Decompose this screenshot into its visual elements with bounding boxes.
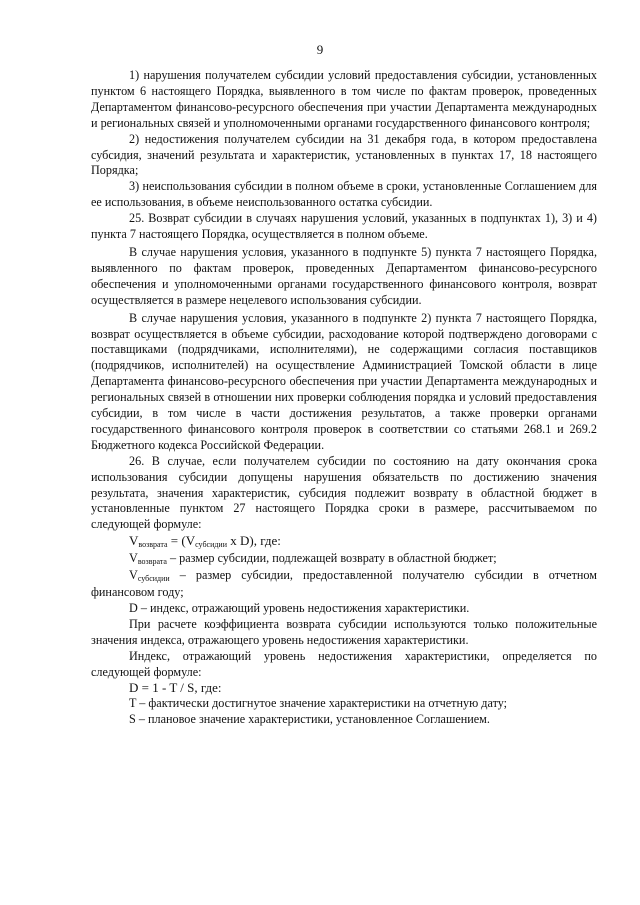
paragraph: S – плановое значение характеристики, установленное Соглашением. bbox=[129, 712, 490, 727]
paragraph: В случае нарушения условия, указанного в подпункте 2) пункта 7 настоящего Порядка, возврат осуществляется в объеме субсидии, расходование которой подтверждено договорами с поставщиками (подрядчиками, исполнителями), не содержащими согласия поставщиков (подрядчиков, исполнителей) на осуществление Администрацией Томской области в лице Департамента финансово-ресурсного обеспечения при участии Департамента международных и региональных связей в отношении них проверки соблюдения порядка и условий предоставления субсидии, в том числе в части достижения результатов, а также проверки органами государственного финансового контроля проверок в соответствии со статьями 268.1 и 269.2 Бюджетного кодекса Российской Федерации. bbox=[91, 310, 597, 452]
paragraph: D – индекс, отражающий уровень недостижения характеристики. bbox=[129, 600, 470, 615]
document-body bbox=[91, 68, 597, 728]
paragraph: 1) нарушения получателем субсидии условий предоставления субсидии, установленных пунктом 6 настоящего Порядка, выявленного в том числе по фактам проверок, проведенных Департаментом финансово-ресурсного обеспечения при участии Департамента международных и региональных связей и уполномоченными органами государственного финансового контроля; bbox=[91, 68, 597, 130]
paragraph: В случае нарушения условия, указанного в подпункте 5) пункта 7 настоящего Порядка, выявленного по фактам проверок, проведенных Департаментом финансово-ресурсного обеспечения и уполномоченными органами государственного финансового контроля, возврат осуществляется в размере нецелевого использования субсидии. bbox=[91, 244, 597, 307]
paragraph: Индекс, отражающий уровень недостижения характеристики, определяется по следующей формуле: bbox=[91, 648, 597, 679]
definition-v-return: $V_{возврата}$ – размер субсидии, подлежащей возврату в областной бюджет; bbox=[129, 551, 497, 567]
paragraph: T – фактически достигнутое значение характеристики на отчетную дату; bbox=[129, 696, 508, 711]
formula-index: D = 1 - T / S, где: bbox=[129, 680, 222, 696]
formula-return: $V_{возврата} = (V_{субсидии}$ x D), где: bbox=[129, 533, 281, 550]
paragraph: 3) неиспользования субсидии в полном объеме в сроки, установленные Соглашением для ее использования, в объеме неиспользованного остатка субсидии. bbox=[91, 179, 597, 210]
paragraph: При расчете коэффициента возврата субсидии используются только положительные значения индекса, отражающего уровень недостижения характеристики. bbox=[91, 616, 597, 647]
definition-v-subsidy: $V_{субсидии}$ – размер субсидии, предоставленной получателю субсидии в отчетном финансовом году; bbox=[91, 568, 597, 599]
paragraph: 2) недостижения получателем субсидии на 31 декабря года, в котором предоставлена субсидия, значений результата и характеристик, установленных в пунктах 17, 18 настоящего Порядка; bbox=[91, 131, 597, 178]
paragraph: 26. В случае, если получателем субсидии по состоянию на дату окончания срока использования субсидии допущены нарушения обязательств по достижению значения результата, значения характеристик, субсидия подлежит возврату в областной бюджет в установленные пунктом 27 настоящего Порядка сроки в размере, рассчитываемом по следующей формуле: bbox=[91, 453, 597, 532]
page-number: 9 bbox=[316, 42, 324, 57]
paragraph: 25. Возврат субсидии в случаях нарушения условий, указанных в подпунктах 1), 3) и 4) пункта 7 настоящего Порядка, осуществляется в полном объеме. bbox=[91, 211, 597, 242]
